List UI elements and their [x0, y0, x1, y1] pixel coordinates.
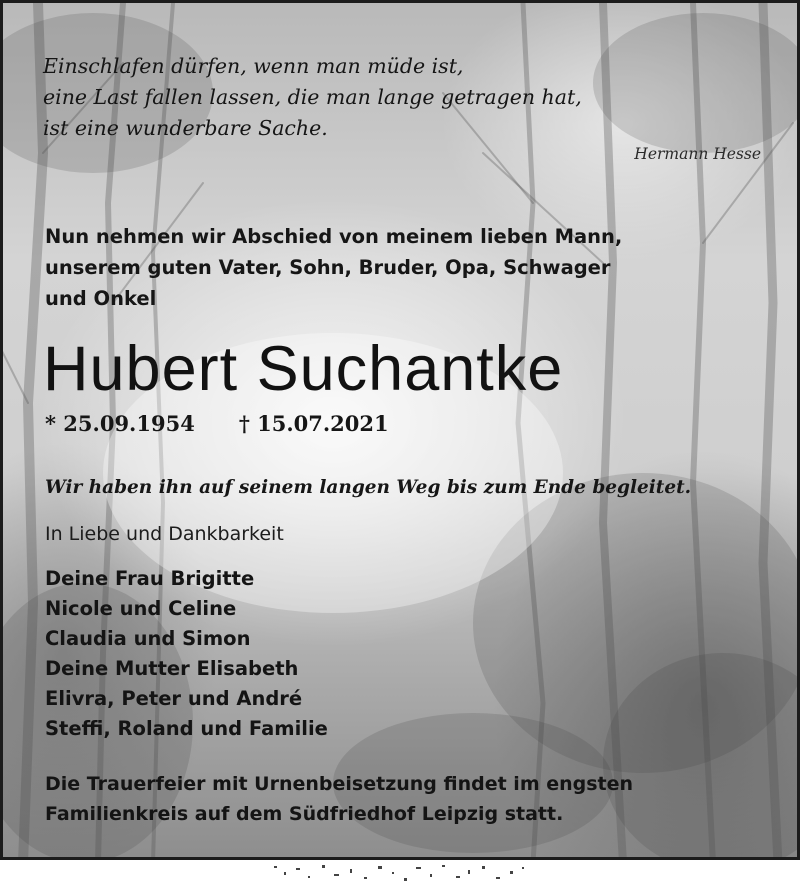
quote-author: Hermann Hesse: [634, 145, 761, 163]
scan-artifact: [270, 862, 530, 886]
intro-line: und Onkel: [45, 287, 157, 310]
funeral-line: Familienkreis auf dem Südfriedhof Leipzig statt.: [45, 803, 564, 825]
hesse-quote: [43, 51, 763, 144]
mourner-name: Deine Frau Brigitte: [45, 567, 255, 590]
funeral-notice: [45, 769, 775, 829]
love-and-gratitude: In Liebe und Dankbarkeit: [45, 523, 284, 545]
mourner-name: Steffi, Roland und Familie: [45, 717, 328, 740]
mourner-name: Deine Mutter Elisabeth: [45, 657, 299, 680]
mourner-name: Claudia und Simon: [45, 627, 251, 650]
quote-line: ist eine wunderbare Sache.: [43, 116, 328, 140]
quote-line: Einschlafen dürfen, wenn man müde ist,: [43, 54, 464, 78]
death-date: † 15.07.2021: [238, 411, 389, 436]
mourner-name: Elivra, Peter und André: [45, 687, 303, 710]
farewell-intro: [45, 221, 765, 314]
birth-date: * 25.09.1954: [45, 411, 195, 436]
quote-line: eine Last fallen lassen, die man lange getragen hat,: [43, 85, 582, 109]
mourners-list: [45, 564, 328, 744]
intro-line: unserem guten Vater, Sohn, Bruder, Opa, Schwager: [45, 256, 611, 279]
life-dates: [45, 411, 389, 436]
intro-line: Nun nehmen wir Abschied von meinem lieben Mann,: [45, 225, 623, 248]
funeral-line: Die Trauerfeier mit Urnenbeisetzung findet im engsten: [45, 773, 634, 795]
deceased-name: Hubert Suchantke: [43, 334, 564, 404]
mourner-name: Nicole und Celine: [45, 597, 237, 620]
journey-line: Wir haben ihn auf seinem langen Weg bis zum Ende begleitet.: [45, 477, 692, 498]
